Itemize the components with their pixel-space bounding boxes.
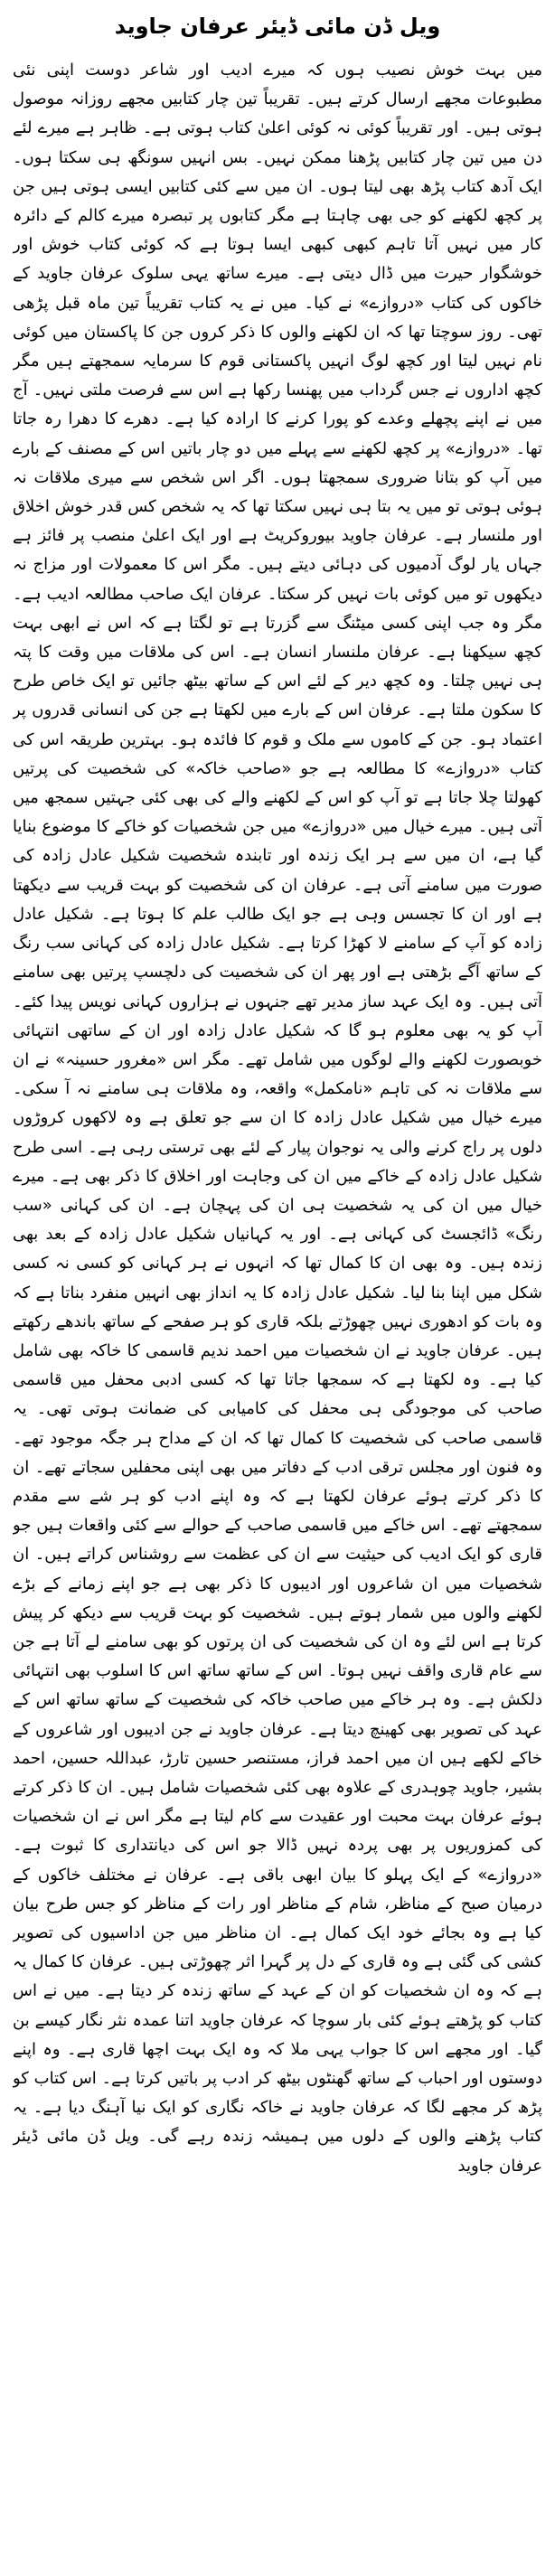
column-title: ویل ڈن مائی ڈیئر عرفان جاوید	[114, 14, 441, 39]
paragraph-1: میں بہت خوش نصیب ہوں کہ میرے ادیب اور شاعر دوست اپنی نئی مطبوعات مجھے ارسال کرتے ہیں۔ تقریباً تین چار کتابیں مجھے روزانہ موصول ہوتی ہیں۔ اور تقریباً کوئی نہ کوئی اعلیٰ کتاب ہوتی ہے۔ ظاہر ہے میرے لئے دن میں تین چار کتابیں پڑھنا ممکن نہیں۔ بس انہیں سونگھ ہی سکتا ہوں۔ ایک آدھ کتاب پڑھ بھی لیتا ہوں۔ ان میں سے کئی کتابیں ایسی ہوتی ہیں جن پر کچھ لکھنے کو جی بھی چاہتا ہے مگر کتابوں پر تبصرہ میرے کالم کے دائرہ کار میں نہیں آتا تاہم کبھی کبھی ایسا ہوتا ہے کہ کوئی کتاب خوش اور خوشگوار حیرت میں ڈال دیتی ہے۔ میرے ساتھ یہی سلوک عرفان جاوید کے خاکوں کی کتاب «دروازے» نے کیا۔ میں نے یہ کتاب تقریباً تین ماہ قبل پڑھی تھی۔ روز سوچتا تھا کہ ان لکھنے والوں کا ذکر کروں جن کا پاکستان میں کوئی نام نہیں لیتا اور کچھ لوگ انہیں پاکستانی قوم کا سرمایہ سمجھتے ہیں مگر کچھ اداروں نے جس گرداب میں پھنسا رکھا ہے اس سے فرصت ملتی نہیں۔ آج میں نے اپنے پچھلے وعدے کو پورا کرنے کا ارادہ کیا ہے۔	[13, 61, 542, 429]
paragraph-6: شخصیت کو بہت قریب سے دیکھ کر پیش کرتا ہے اس لئے وہ ان کی شخصیت کی ان پرتوں کو بھی سامنے لے آتا ہے جن سے عام قاری واقف نہیں ہوتا۔ اس کے ساتھ ساتھ اس کا اسلوب بھی انتہائی دلکش ہے۔ وہ ہر خاکے میں صاحب خاکہ کی شخصیت کے ساتھ ساتھ اس کے عہد کی تصویر بھی کھینچ دیتا ہے۔ عرفان جاوید نے جن ادیبوں اور شاعروں کے خاکے لکھے ہیں ان میں احمد فراز، مستنصر حسین تارڑ، عبداللہ حسین، احمد بشیر، جاوید چوہدری کے علاوہ بھی کئی شخصیات شامل ہیں۔ ان کا ذکر کرتے ہوئے عرفان بہت محبت اور عقیدت سے کام لیتا ہے مگر اس نے ان شخصیات کی کمزوریوں پر بھی پردہ نہیں ڈالا جو اس کی دیانتداری کا ثبوت ہے۔	[13, 1603, 542, 1856]
paragraph-2: دھرے کا دھرا رہ جاتا تھا۔ «دروازے» پر کچھ لکھنے سے پہلے میں دو چار باتیں اس کے مصنف کے بارے میں آپ کو بتانا ضروری سمجھتا ہوں۔ اگر اس شخص سے میری ملاقات نہ ہوئی ہوتی تو میں یہ بتا ہی نہیں سکتا تھا کہ یہ شخص کس قدر خوش اخلاق اور ملنسار ہے۔ عرفان جاوید بیوروکریٹ ہے اور ایک اعلیٰ منصب پر فائز ہے جہاں یار لوگ آدمیوں کی دہائی دیتے ہیں۔ مگر اس کا معمولات اور مزاج نہ دیکھوں تو میں کوئی بات نہیں کر سکتا۔ عرفان ایک صاحب مطالعہ ادیب ہے۔ مگر وہ جب اپنی کسی میٹنگ سے گزرتا ہے تو لگتا ہے کہ اس نے ابھی بہت کچھ سیکھنا ہے۔ عرفان ملنسار انسان ہے۔ اس کی ملاقات میں وقت کا پتہ ہی نہیں چلتا۔ وہ کچھ دیر کے لئے اس کے ساتھ بیٹھ جائیں تو ایک خاص طرح کا سکون ملتا ہے۔ عرفان اس کے بارے میں لکھتا ہے جن کی انسانی قدروں پر اعتماد ہو۔ جن کے کاموں سے ملک و قوم کا فائدہ ہو۔	[13, 409, 542, 749]
paragraph-3: بہترین طریقہ اس کی کتاب «دروازے» کا مطالعہ ہے جو «صاحب خاکہ» کی شخصیت کی پرتیں کھولتا چلا جاتا ہے تو آپ کو اس کے لکھنے والے کی بھی کئی جہتیں سمجھ میں آتی ہیں۔ میرے خیال میں «دروازے» میں جن شخصیات کو خاکے کا موضوع بنایا گیا ہے، ان میں سے ہر ایک زندہ اور تابندہ شخصیت شکیل عادل زادہ کی صورت میں سامنے آتی ہے۔ عرفان ان کی شخصیت کو بہت قریب سے دیکھتا ہے اور ان کا تجسس وہی ہے جو ایک طالب علم کا ہوتا ہے۔ شکیل عادل زادہ کو آپ کے سامنے لا کھڑا کرتا ہے۔ شکیل عادل زادہ کی کہانی سب رنگ کے ساتھ آگے بڑھتی ہے اور پھر ان کی شخصیت کی دلچسپ پرتیں بھی سامنے آتی ہیں۔ وہ ایک عہد ساز مدیر تھے جنہوں نے ہزاروں کہانی نویس پیدا کئے۔ آپ کو یہ بھی معلوم ہو گا کہ شکیل عادل زادہ اور ان کے ساتھی انتہائی خوبصورت لکھنے والے لوگوں میں شامل تھے۔	[13, 729, 542, 1069]
paragraph-4: مگر اس «مغرور حسینہ» نے ان سے ملاقات نہ کی تاہم «نامکمل» واقعہ، وہ ملاقات ہی سامنے نہ آ سکی۔ میرے خیال میں شکیل عادل زادہ کا ان سے جو تعلق ہے وہ لاکھوں کروڑوں دلوں پر راج کرنے والی یہ نوجوان پیار کے لئے بھی ترستی رہی ہے۔ اسی طرح شکیل عادل زادہ کے خاکے میں ان کی وجاہت اور اخلاق کا ذکر بھی ہے۔ میرے خیال میں ان کی یہ شخصیت ہی ان کی پہچان ہے۔ ان کی کہانی «سب رنگ» ڈائجسٹ کی کہانی ہے۔ اور یہ کہانیاں شکیل عادل زادہ کے بعد بھی زندہ ہیں۔ وہ بھی ان کا کمال تھا کہ انہوں نے ہر کہانی کو کسی نہ کسی شکل میں اپنا بنا لیا۔ شکیل عادل زادہ کا یہ انداز بھی انہیں منفرد بناتا ہے کہ وہ بات کو ادھوری نہیں چھوڑتے بلکہ قاری کو ہر صفحے کے ساتھ باندھے رکھتے ہیں۔	[13, 1049, 542, 1360]
column-body	[13, 56, 542, 2560]
paragraph-5: عرفان جاوید نے ان شخصیات میں احمد ندیم قاسمی کا خاکہ بھی شامل کیا ہے۔ وہ لکھتا ہے کہ سمجھا جاتا تھا کہ کسی ادبی محفل میں قاسمی صاحب کی موجودگی ہی محفل کی کامیابی کی ضمانت ہوتی تھی۔ یہ قاسمی صاحب کی شخصیت کا کمال تھا کہ ان کے مداح ہر جگہ موجود تھے۔ وہ فنون اور مجلس ترقی ادب کے دفاتر میں بھی اپنی محفلیں سجاتے تھے۔ ان کا ذکر کرتے ہوئے عرفان لکھتا ہے کہ وہ اپنے ادب کو ہر شے سے مقدم سمجھتے تھے۔ اس خاکے میں قاسمی صاحب کے حوالے سے کئی واقعات ہیں جو قاری کو ایک ادیب کی حیثیت سے ان کی عظمت سے روشناس کراتے ہیں۔ ان شخصیات میں ان شاعروں اور ادیبوں کا ذکر بھی ہے جو اپنے زمانے کے بڑے لکھنے والوں میں شمار ہوتے ہیں۔	[13, 1340, 542, 1622]
paragraph-7: «دروازے» کے ایک پہلو کا بیان ابھی باقی ہے۔ عرفان نے مختلف خاکوں کے درمیان صبح کے مناظر، شام کے مناظر اور رات کے مناظر کو جس طرح بیان کیا ہے وہ بجائے خود ایک کمال ہے۔ ان مناظر میں جن اداسیوں کی تصویر کشی کی گئی ہے وہ قاری کے دل پر گہرا اثر چھوڑتی ہیں۔ عرفان کا کمال یہ ہے کہ وہ ان شخصیات کو ان کے عہد کے ساتھ زندہ کر دیتا ہے۔ میں نے اس کتاب کو پڑھتے ہوئے کئی بار سوچا کہ عرفان جاوید اتنا عمدہ نثر نگار کیسے بن گیا۔ اور مجھے اس کا جواب یہی ملا کہ وہ ایک بہت اچھا قاری ہے۔ وہ اپنے دوستوں اور احباب کے ساتھ گھنٹوں بیٹھ کر ادب پر باتیں کرتا ہے۔ اس کتاب کو پڑھ کر مجھے لگا کہ عرفان جاوید نے خاکہ نگاری کو ایک نیا آہنگ دیا ہے۔ یہ کتاب پڑھنے والوں کے دلوں میں ہمیشہ زندہ رہے گی۔ ویل ڈن مائی ڈیئر عرفان جاوید	[13, 1865, 542, 2176]
